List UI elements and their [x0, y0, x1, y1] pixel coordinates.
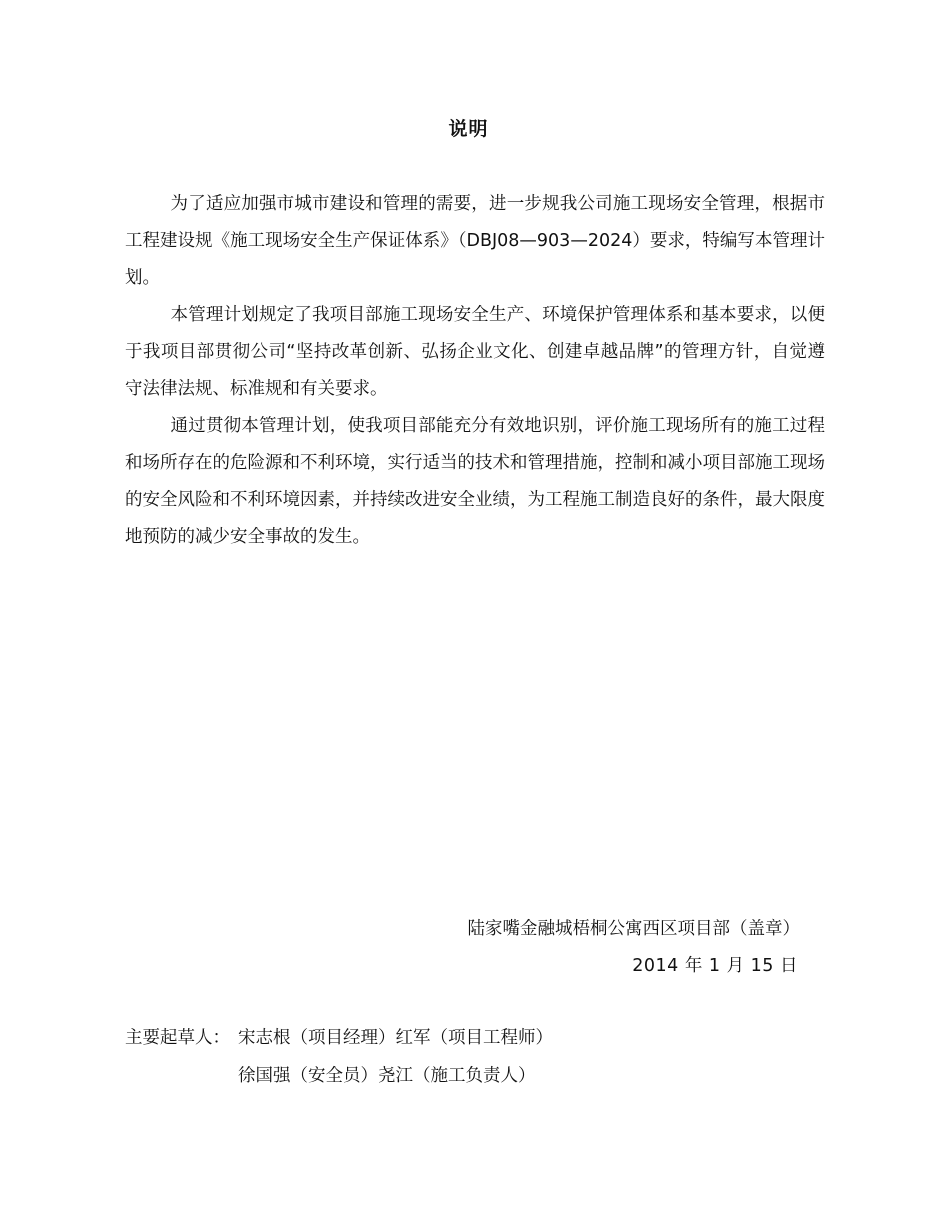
drafters-row-2	[125, 1057, 553, 1095]
signature-organization: 陆家嘴金融城梧桐公寓西区项目部（盖章）	[467, 919, 800, 939]
drafters-block	[125, 1019, 553, 1095]
paragraph-2: 本管理计划规定了我项目部施工现场安全生产、环境保护管理体系和基本要求，以便于我项目部贯彻公司“坚持改革创新、弘扬企业文化、创建卓越品牌”的管理方针，自觉遵守法律法规、标准规和有关要求。	[125, 305, 825, 399]
paragraph-1: 为了适应加强市城市建设和管理的需要，进一步规我公司施工现场安全管理，根据市工程建设规《施工现场安全生产保证体系》（DBJ08—903—2024）要求，特编写本管理计划。	[125, 194, 825, 288]
drafters-line-2: 徐国强（安全员）尧江（施工负责人）	[238, 1066, 536, 1086]
document-body	[125, 186, 825, 556]
page-title: 说明	[448, 118, 489, 140]
paragraph-3: 通过贯彻本管理计划，使我项目部能充分有效地识别，评价施工现场所有的施工过程和场所存在的危险源和不利环境，实行适当的技术和管理措施，控制和减小项目部施工现场的安全风险和不利环境因素，并持续改进安全业绩，为工程施工制造良好的条件，最大限度地预防的减少安全事故的发生。	[125, 416, 825, 547]
drafters-line-1: 宋志根（项目经理）红军（项目工程师）	[238, 1028, 553, 1048]
drafters-label-spacer	[125, 1057, 238, 1095]
signature-date: 2014 年 1 月 15 日	[632, 956, 798, 976]
drafters-label: 主要起草人：	[125, 1028, 230, 1048]
drafters-row-1	[125, 1019, 553, 1057]
